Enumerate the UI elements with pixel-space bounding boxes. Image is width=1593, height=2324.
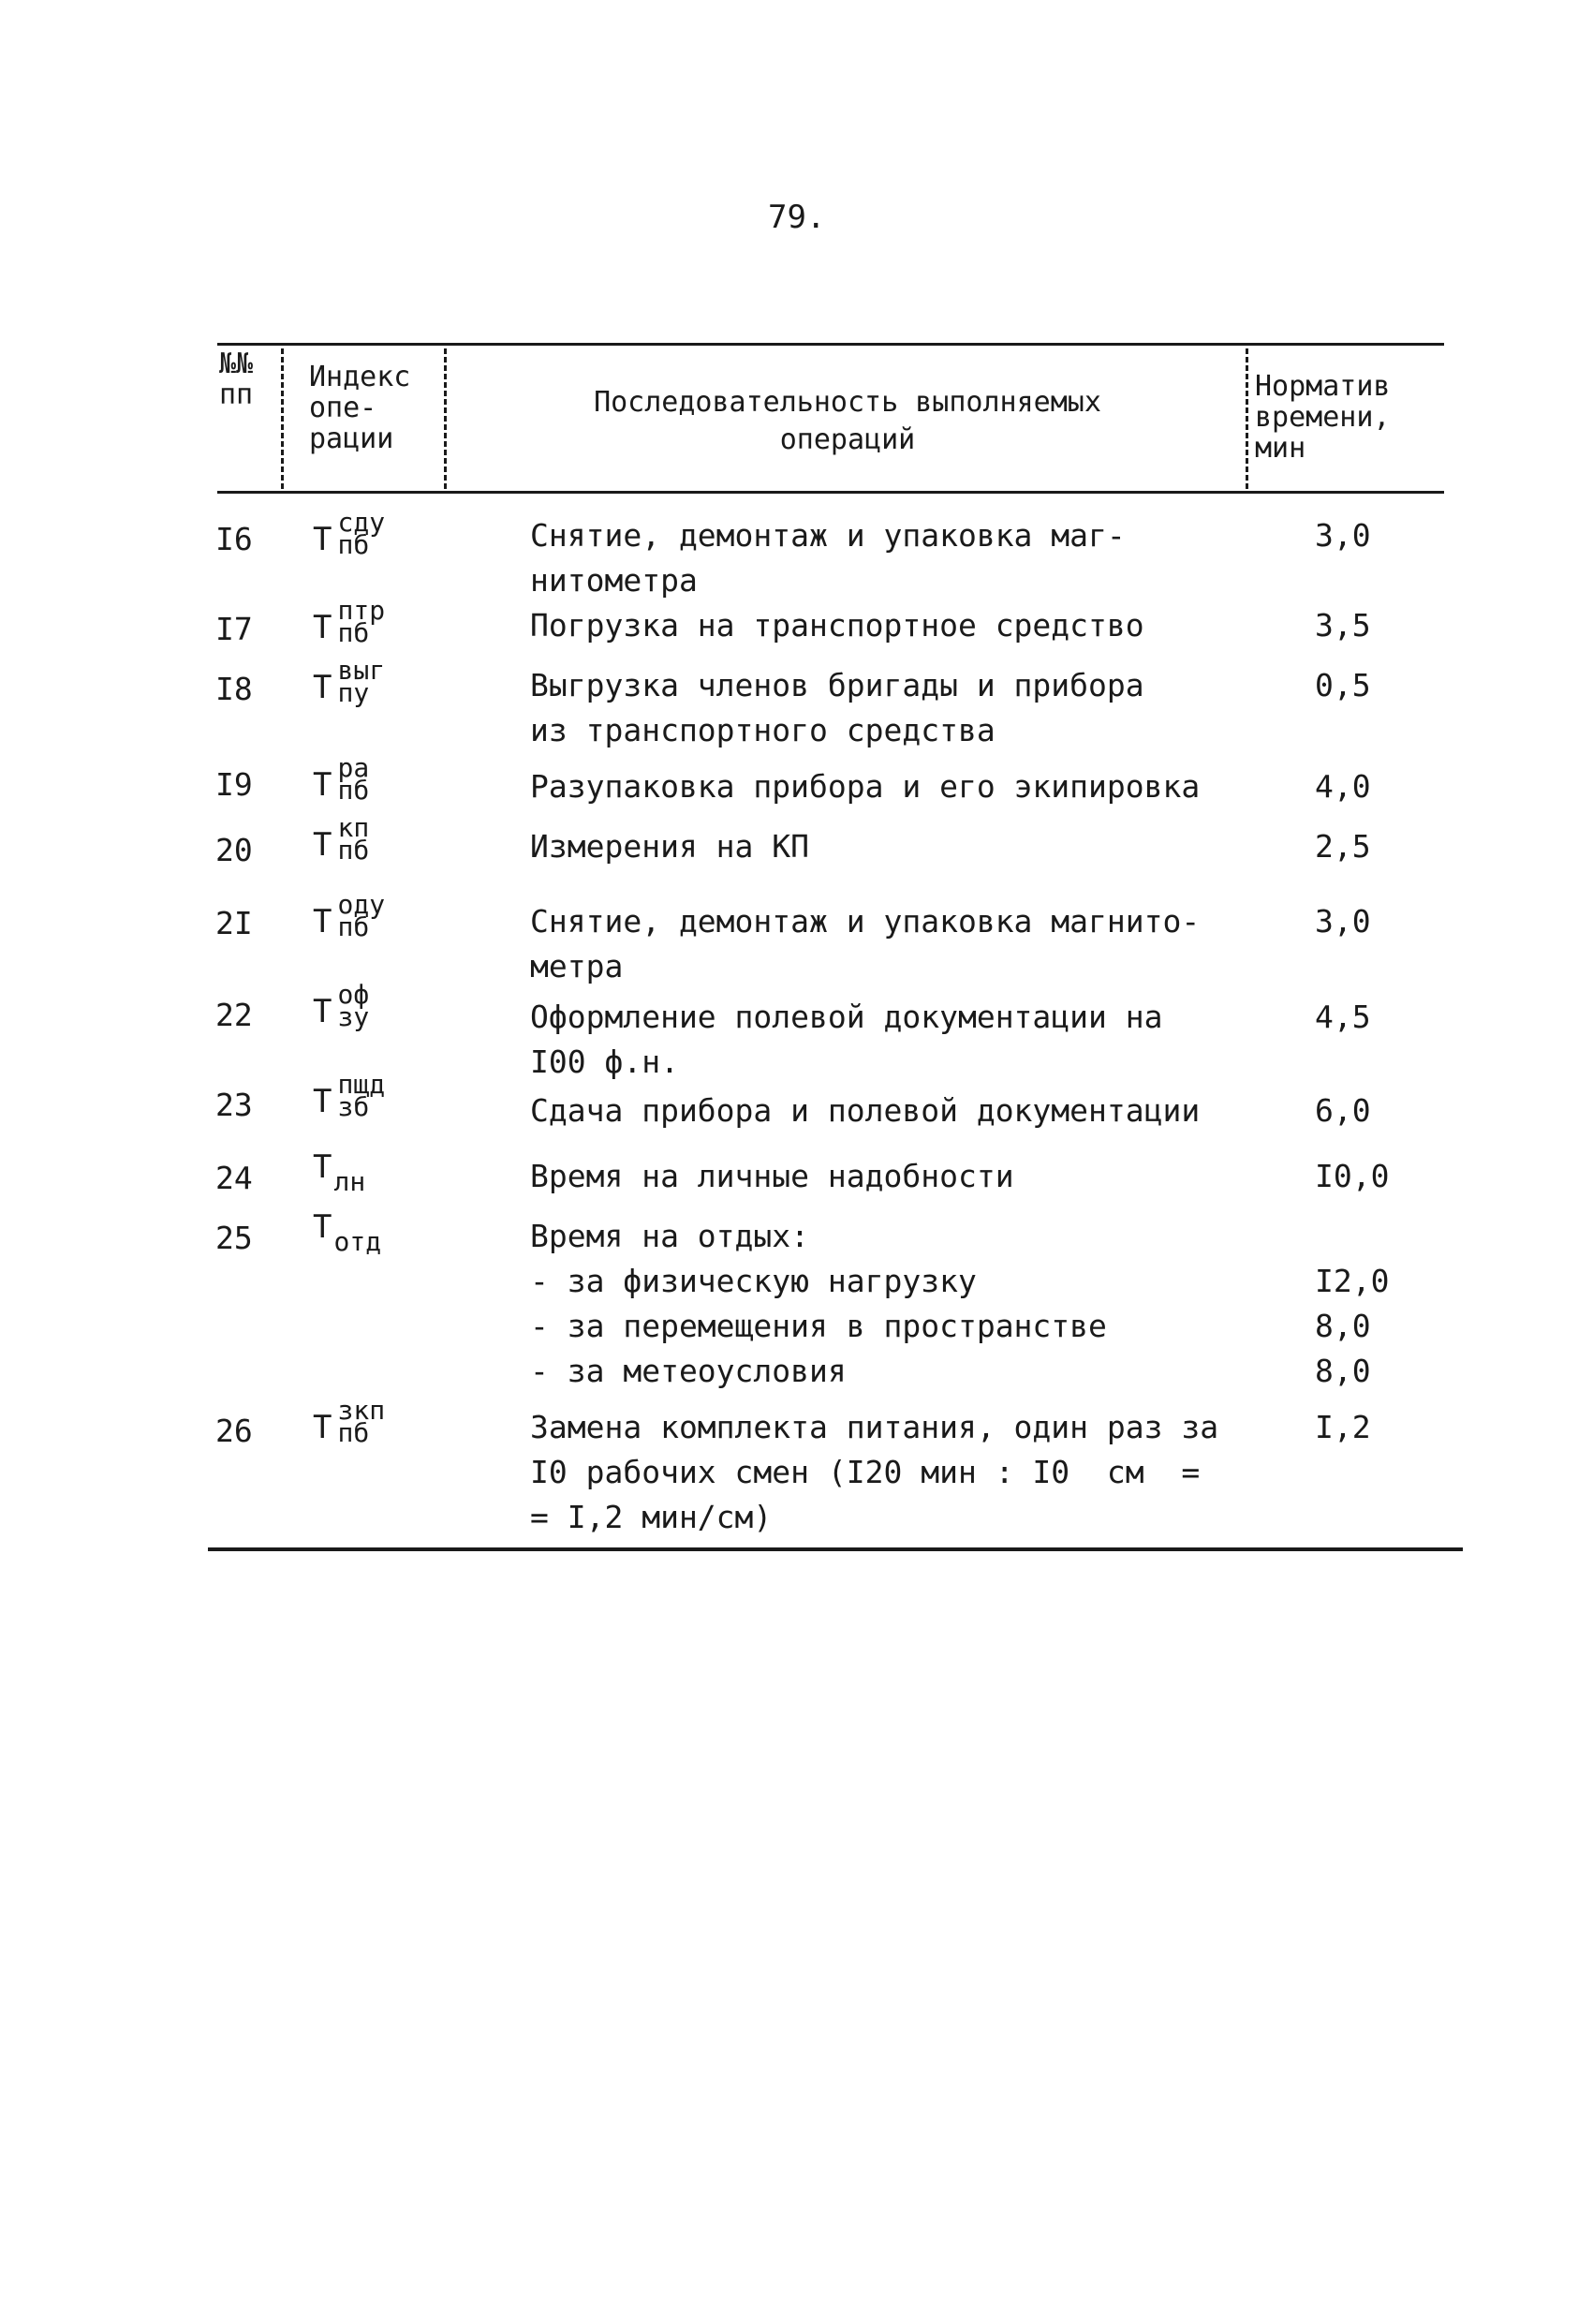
row-number: I6 bbox=[215, 521, 253, 557]
table-top-rule bbox=[217, 343, 1444, 346]
operation-index: Т оду пб bbox=[313, 889, 386, 942]
time-norm: 6,0 bbox=[1315, 1092, 1371, 1129]
time-norm: I2,0 8,0 8,0 bbox=[1315, 1263, 1390, 1389]
time-norm: 3,5 bbox=[1315, 607, 1371, 644]
header-bottom-rule bbox=[217, 491, 1444, 494]
operation-index: $Т_{лн}$ bbox=[313, 1148, 366, 1197]
operation-index: Т пщд зб bbox=[313, 1069, 386, 1122]
time-norm: 2,5 bbox=[1315, 828, 1371, 865]
row-number: 23 bbox=[215, 1087, 253, 1123]
row-number: 25 bbox=[215, 1220, 253, 1256]
header-divider-3 bbox=[1246, 348, 1248, 489]
time-norm: I0,0 bbox=[1315, 1158, 1390, 1194]
row-number: 24 bbox=[215, 1160, 253, 1196]
row-number: I7 bbox=[215, 611, 253, 647]
operation-index: Т ра пб bbox=[313, 752, 370, 806]
operation-index: Т зкп пб bbox=[313, 1395, 386, 1448]
time-norm: I,2 bbox=[1315, 1409, 1371, 1445]
row-number: 2I bbox=[215, 905, 253, 941]
operation-description: Снятие, демонтаж и упаковка маг- нитометра bbox=[530, 517, 1126, 599]
operation-description: Время на отдых: - за физическую нагрузку - за перемещения в пространстве - за метеоусловия bbox=[530, 1218, 1107, 1389]
row-number: I8 bbox=[215, 671, 253, 707]
operation-description: Погрузка на транспортное средство bbox=[530, 607, 1144, 644]
header-norm: Норматив времени, мин bbox=[1255, 370, 1391, 465]
row-number: 26 bbox=[215, 1413, 253, 1449]
operation-description: Сдача прибора и полевой документации bbox=[530, 1092, 1201, 1129]
time-norm: 4,0 bbox=[1315, 768, 1371, 805]
table-bottom-rule bbox=[208, 1547, 1463, 1551]
time-norm: 0,5 bbox=[1315, 667, 1371, 703]
row-number: 20 bbox=[215, 832, 253, 868]
operation-description: Время на личные надобности bbox=[530, 1158, 1014, 1194]
header-number: №№ пп bbox=[219, 348, 254, 411]
operation-description: Измерения на КП bbox=[530, 828, 810, 865]
time-norm: 3,0 bbox=[1315, 903, 1371, 940]
operation-description: Замена комплекта питания, один раз за I0 рабочих смен (I20 мин : I0 см = = I,2 мин/см) bbox=[530, 1409, 1219, 1535]
operation-description: Разупаковка прибора и его экипировка bbox=[530, 768, 1201, 805]
operation-description: Оформление полевой документации на I00 ф.н. bbox=[530, 999, 1163, 1080]
header-divider-1 bbox=[281, 348, 284, 489]
operation-index: Т оф зу bbox=[313, 979, 370, 1032]
operation-description: Снятие, демонтаж и упаковка магнито- метра bbox=[530, 903, 1201, 984]
row-number: I9 bbox=[215, 766, 253, 803]
operation-index: Т кп пб bbox=[313, 812, 370, 866]
operation-index: Т выг пу bbox=[313, 655, 386, 708]
operation-description: Выгрузка членов бригады и прибора из транспортного средства bbox=[530, 667, 1144, 748]
operation-index: Т сду пб bbox=[313, 507, 386, 560]
page-number: 79. bbox=[768, 199, 826, 236]
time-norm: 4,5 bbox=[1315, 999, 1371, 1035]
operation-index: $Т_{отд}$ bbox=[313, 1208, 382, 1257]
header-divider-2 bbox=[444, 348, 447, 489]
header-index: Индекс опе- рации bbox=[309, 361, 411, 455]
time-norm: 3,0 bbox=[1315, 517, 1371, 554]
operation-index: Т птр пб bbox=[313, 595, 386, 648]
header-operations: Последовательность выполняемых операций bbox=[594, 386, 1101, 456]
row-number: 22 bbox=[215, 997, 253, 1033]
